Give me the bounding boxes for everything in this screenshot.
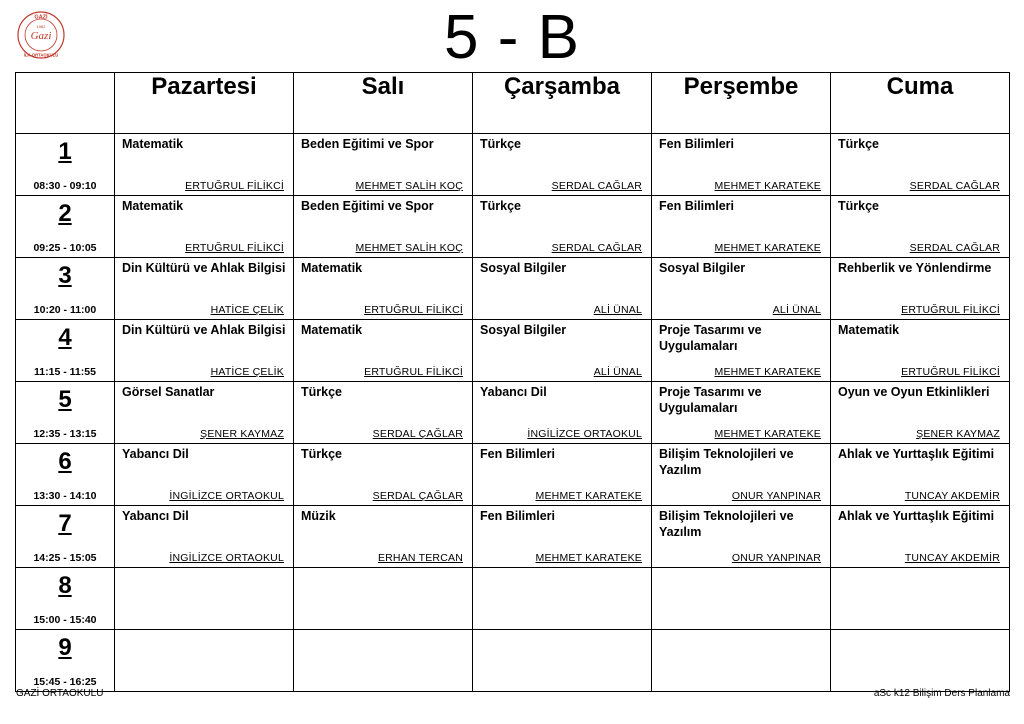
period-row xyxy=(16,568,1010,630)
lesson-subject: Matematik xyxy=(122,137,184,151)
lesson-cell xyxy=(294,320,473,382)
lesson-teacher: SERDAL ÇAĞLAR xyxy=(372,428,463,440)
lesson-cell xyxy=(473,382,652,444)
lesson-teacher: SERDAL CAĞLAR xyxy=(909,180,1000,192)
day-header: Çarşamba xyxy=(473,73,652,134)
lesson-teacher: ŞENER KAYMAZ xyxy=(200,428,284,440)
lesson-teacher: TUNCAY AKDEMİR xyxy=(904,552,1000,564)
svg-text:İLK-ORTAOKULU: İLK-ORTAOKULU xyxy=(23,52,59,58)
lesson-cell xyxy=(652,630,831,692)
lesson-cell xyxy=(115,382,294,444)
lesson-cell xyxy=(831,134,1010,196)
class-title: 5 - B xyxy=(444,3,580,72)
lesson-subject: Müzik xyxy=(301,509,336,523)
lesson-subject: Beden Eğitimi ve Spor xyxy=(301,199,434,213)
corner-cell xyxy=(16,73,115,134)
period-number: 2 xyxy=(58,200,72,227)
lesson-subject: Ahlak ve Yurttaşlık Eğitimi xyxy=(838,509,995,523)
lesson-teacher: HATİCE ÇELİK xyxy=(210,366,284,378)
lesson-teacher: ERTUĞRUL FİLİKCİ xyxy=(364,304,463,316)
timetable xyxy=(15,72,1010,692)
lesson-cell xyxy=(294,444,473,506)
period-row xyxy=(16,630,1010,692)
lesson-cell xyxy=(115,444,294,506)
lesson-cell xyxy=(473,258,652,320)
lesson-cell xyxy=(294,382,473,444)
lesson-subject: Matematik xyxy=(301,323,363,337)
lesson-subject: Proje Tasarımı ve Uygulamaları xyxy=(659,385,762,415)
lesson-cell xyxy=(831,444,1010,506)
lesson-cell xyxy=(115,196,294,258)
lesson-cell xyxy=(473,444,652,506)
lesson-cell xyxy=(473,506,652,568)
period-cell xyxy=(16,134,115,196)
period-cell xyxy=(16,630,115,692)
lesson-teacher: ERTUĞRUL FİLİKCİ xyxy=(185,242,284,254)
lesson-subject: Sosyal Bilgiler xyxy=(480,261,567,275)
lesson-subject: Din Kültürü ve Ahlak Bilgisi xyxy=(122,261,286,275)
lesson-teacher: SERDAL ÇAĞLAR xyxy=(372,490,463,502)
lesson-cell xyxy=(294,134,473,196)
period-cell xyxy=(16,568,115,630)
lesson-cell xyxy=(115,320,294,382)
lesson-subject: Beden Eğitimi ve Spor xyxy=(301,137,434,151)
lesson-teacher: ERTUĞRUL FİLİKCİ xyxy=(364,366,463,378)
lesson-cell xyxy=(115,506,294,568)
lesson-cell xyxy=(473,630,652,692)
lesson-cell xyxy=(115,568,294,630)
day-header: Pazartesi xyxy=(115,73,294,134)
lesson-cell xyxy=(652,568,831,630)
lesson-cell xyxy=(652,382,831,444)
svg-text:Gazi: Gazi xyxy=(30,30,52,42)
lesson-teacher: İNGİLİZCE ORTAOKUL xyxy=(169,552,284,564)
day-header: Salı xyxy=(294,73,473,134)
lesson-subject: Oyun ve Oyun Etkinlikleri xyxy=(838,385,990,399)
lesson-cell xyxy=(115,630,294,692)
period-time: 12:35 - 13:15 xyxy=(33,428,97,440)
lesson-cell xyxy=(831,630,1010,692)
svg-text:GAZİ: GAZİ xyxy=(34,14,48,21)
lesson-cell xyxy=(294,630,473,692)
lesson-teacher: MEHMET KARATEKE xyxy=(714,428,821,440)
period-cell xyxy=(16,506,115,568)
lesson-subject: Türkçe xyxy=(838,199,879,213)
period-row xyxy=(16,320,1010,382)
period-number: 3 xyxy=(58,262,72,289)
lesson-cell xyxy=(831,320,1010,382)
timetable-body xyxy=(16,134,1010,692)
lesson-subject: Türkçe xyxy=(301,385,342,399)
day-header: Perşembe xyxy=(652,73,831,134)
svg-text:1982: 1982 xyxy=(36,24,46,29)
lesson-subject: Bilişim Teknolojileri ve Yazılım xyxy=(659,509,794,539)
lesson-cell xyxy=(652,134,831,196)
lesson-subject: Fen Bilimleri xyxy=(659,199,735,213)
lesson-cell xyxy=(473,320,652,382)
period-row xyxy=(16,506,1010,568)
lesson-cell xyxy=(652,320,831,382)
lesson-teacher: ŞENER KAYMAZ xyxy=(916,428,1000,440)
period-time: 08:30 - 09:10 xyxy=(33,180,97,192)
lesson-teacher: MEHMET KARATEKE xyxy=(714,242,821,254)
period-row xyxy=(16,382,1010,444)
lesson-teacher: SERDAL CAĞLAR xyxy=(551,180,642,192)
lesson-teacher: ERTUĞRUL FİLİKCİ xyxy=(901,304,1000,316)
lesson-subject: Türkçe xyxy=(480,137,521,151)
lesson-subject: Sosyal Bilgiler xyxy=(480,323,567,337)
lesson-subject: Yabancı Dil xyxy=(480,385,547,399)
lesson-subject: Görsel Sanatlar xyxy=(122,385,215,399)
lesson-teacher: MEHMET KARATEKE xyxy=(535,490,642,502)
lesson-subject: Matematik xyxy=(838,323,900,337)
lesson-teacher: TUNCAY AKDEMİR xyxy=(904,490,1000,502)
period-cell xyxy=(16,320,115,382)
period-number: 5 xyxy=(58,386,72,413)
lesson-subject: Rehberlik ve Yönlendirme xyxy=(838,261,992,275)
period-time: 09:25 - 10:05 xyxy=(33,242,97,254)
lesson-cell xyxy=(294,196,473,258)
day-header-row xyxy=(16,73,1010,134)
period-cell xyxy=(16,258,115,320)
lesson-subject: Türkçe xyxy=(838,137,879,151)
lesson-teacher: MEHMET KARATEKE xyxy=(714,366,821,378)
period-number: 4 xyxy=(58,324,72,351)
lesson-cell xyxy=(652,444,831,506)
footer-software-credit: aSc k12 Bilişim Ders Planlama xyxy=(873,688,1010,699)
period-cell xyxy=(16,382,115,444)
period-cell xyxy=(16,196,115,258)
lesson-teacher: MEHMET SALİH KOÇ xyxy=(355,180,463,192)
lesson-cell xyxy=(831,382,1010,444)
lesson-subject: Matematik xyxy=(301,261,363,275)
lesson-cell xyxy=(831,568,1010,630)
lesson-teacher: İNGİLİZCE ORTAOKUL xyxy=(169,490,284,502)
lesson-teacher: İNGİLİZCE ORTAOKUL xyxy=(527,428,642,440)
lesson-cell xyxy=(652,258,831,320)
period-time: 11:15 - 11:55 xyxy=(34,366,96,378)
period-number: 1 xyxy=(58,138,72,165)
lesson-cell xyxy=(294,506,473,568)
day-header: Cuma xyxy=(831,73,1010,134)
footer-school-name: GAZİ ORTAOKULU xyxy=(16,688,104,699)
period-time: 15:00 - 15:40 xyxy=(33,614,97,626)
lesson-teacher: ALİ ÜNAL xyxy=(772,304,821,316)
lesson-cell xyxy=(831,258,1010,320)
lesson-subject: Din Kültürü ve Ahlak Bilgisi xyxy=(122,323,286,337)
lesson-teacher: SERDAL CAĞLAR xyxy=(909,242,1000,254)
lesson-cell xyxy=(831,196,1010,258)
period-time: 10:20 - 11:00 xyxy=(33,304,97,316)
period-row xyxy=(16,196,1010,258)
lesson-teacher: SERDAL CAĞLAR xyxy=(551,242,642,254)
lesson-cell xyxy=(652,196,831,258)
lesson-cell xyxy=(115,134,294,196)
period-row xyxy=(16,134,1010,196)
lesson-teacher: MEHMET KARATEKE xyxy=(535,552,642,564)
period-number: 6 xyxy=(58,448,72,475)
period-time: 13:30 - 14:10 xyxy=(33,490,97,502)
lesson-cell xyxy=(294,258,473,320)
lesson-cell xyxy=(831,506,1010,568)
period-time: 15:45 - 16:25 xyxy=(33,676,97,688)
lesson-cell xyxy=(294,568,473,630)
lesson-cell xyxy=(652,506,831,568)
lesson-subject: Türkçe xyxy=(301,447,342,461)
period-time: 14:25 - 15:05 xyxy=(33,552,97,564)
lesson-teacher: MEHMET KARATEKE xyxy=(714,180,821,192)
period-number: 9 xyxy=(58,634,72,661)
lesson-subject: Fen Bilimleri xyxy=(659,137,735,151)
lesson-teacher: ONUR YANPINAR xyxy=(731,490,821,502)
period-number: 7 xyxy=(58,510,72,537)
lesson-subject: Proje Tasarımı ve Uygulamaları xyxy=(659,323,762,353)
lesson-teacher: ALİ ÜNAL xyxy=(593,366,642,378)
lesson-teacher: MEHMET SALİH KOÇ xyxy=(355,242,463,254)
lesson-teacher: ERTUĞRUL FİLİKCİ xyxy=(185,180,284,192)
period-cell xyxy=(16,444,115,506)
period-row xyxy=(16,258,1010,320)
period-number: 8 xyxy=(58,572,72,599)
lesson-subject: Fen Bilimleri xyxy=(480,447,556,461)
lesson-cell xyxy=(473,568,652,630)
lesson-subject: Ahlak ve Yurttaşlık Eğitimi xyxy=(838,447,995,461)
lesson-teacher: ERTUĞRUL FİLİKCİ xyxy=(901,366,1000,378)
lesson-cell xyxy=(115,258,294,320)
lesson-teacher: HATİCE ÇELİK xyxy=(210,304,284,316)
lesson-subject: Türkçe xyxy=(480,199,521,213)
lesson-subject: Bilişim Teknolojileri ve Yazılım xyxy=(659,447,794,477)
lesson-cell xyxy=(473,196,652,258)
lesson-subject: Matematik xyxy=(122,199,184,213)
lesson-subject: Sosyal Bilgiler xyxy=(659,261,746,275)
lesson-subject: Yabancı Dil xyxy=(122,509,189,523)
lesson-teacher: ALİ ÜNAL xyxy=(593,304,642,316)
period-row xyxy=(16,444,1010,506)
lesson-teacher: ERHAN TERCAN xyxy=(377,552,463,564)
lesson-subject: Yabancı Dil xyxy=(122,447,189,461)
lesson-subject: Fen Bilimleri xyxy=(480,509,556,523)
lesson-teacher: ONUR YANPINAR xyxy=(731,552,821,564)
lesson-cell xyxy=(473,134,652,196)
